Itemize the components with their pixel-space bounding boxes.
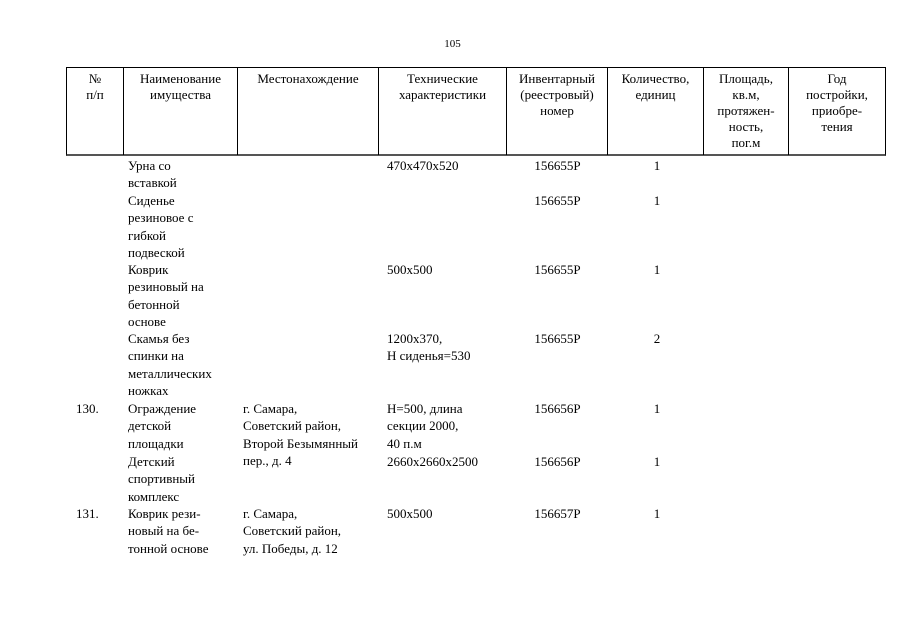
- row-inventory: 156655Р: [534, 262, 581, 277]
- row-quantity: 1: [653, 401, 661, 416]
- row-quantity: 2: [653, 331, 661, 346]
- header-name: Наименование имущества: [124, 68, 238, 155]
- row-inventory: 156657Р: [534, 506, 581, 521]
- row-inventory: 156655Р: [534, 331, 581, 346]
- row-number: 130.: [76, 401, 99, 416]
- row-quantity: 1: [653, 262, 661, 277]
- row-spec: 1200x370, Н сиденья=530: [387, 331, 471, 364]
- row-spec: 2660x2660x2500: [387, 454, 478, 469]
- row-name: Сиденье резиновое с гибкой подвеской: [128, 193, 194, 260]
- row-name: Ограждение детской площадки: [128, 401, 197, 451]
- row-spec: Н=500, длина секции 2000, 40 п.м: [387, 401, 463, 451]
- row-quantity: 1: [653, 193, 661, 208]
- row-name: Коврик рези- новый на бе- тонной основе: [128, 506, 209, 556]
- header-quantity: Количество, единиц: [608, 68, 704, 155]
- row-name: Урна со вставкой: [128, 158, 177, 191]
- row-number: 131.: [76, 506, 99, 521]
- row-name: Детский спортивный комплекс: [128, 454, 195, 504]
- row-inventory: 156656Р: [534, 454, 581, 469]
- row-location: г. Самара, Советский район, ул. Победы, д. 12: [243, 506, 342, 556]
- row-quantity: 1: [653, 454, 661, 469]
- table-header: [66, 67, 886, 156]
- row-spec: 500x500: [387, 262, 433, 277]
- header-location: Местонахождение: [238, 68, 379, 155]
- row-name: Коврик резиновый на бетонной основе: [128, 262, 204, 329]
- header-area: Площадь, кв.м, протяжен- ность, пог.м: [704, 68, 789, 155]
- row-inventory: 156655Р: [534, 158, 581, 173]
- header-specs: Технические характеристики: [379, 68, 507, 155]
- row-location: г. Самара, Советский район, Второй Безымянный пер., д. 4: [243, 401, 358, 468]
- row-quantity: 1: [653, 158, 661, 173]
- row-spec: 500x500: [387, 506, 433, 521]
- page-number: 105: [444, 38, 461, 50]
- row-spec: 470x470x520: [387, 158, 459, 173]
- header-year: Год постройки, приобре- тения: [806, 71, 868, 134]
- row-name: Скамья без спинки на металлических ножках: [128, 331, 212, 398]
- header-inventory-number: Инвентарный (реестровый) номер: [507, 68, 608, 155]
- row-inventory: 156656Р: [534, 401, 581, 416]
- row-inventory: 156655Р: [534, 193, 581, 208]
- row-quantity: 1: [653, 506, 661, 521]
- header-number: № п/п: [67, 68, 124, 155]
